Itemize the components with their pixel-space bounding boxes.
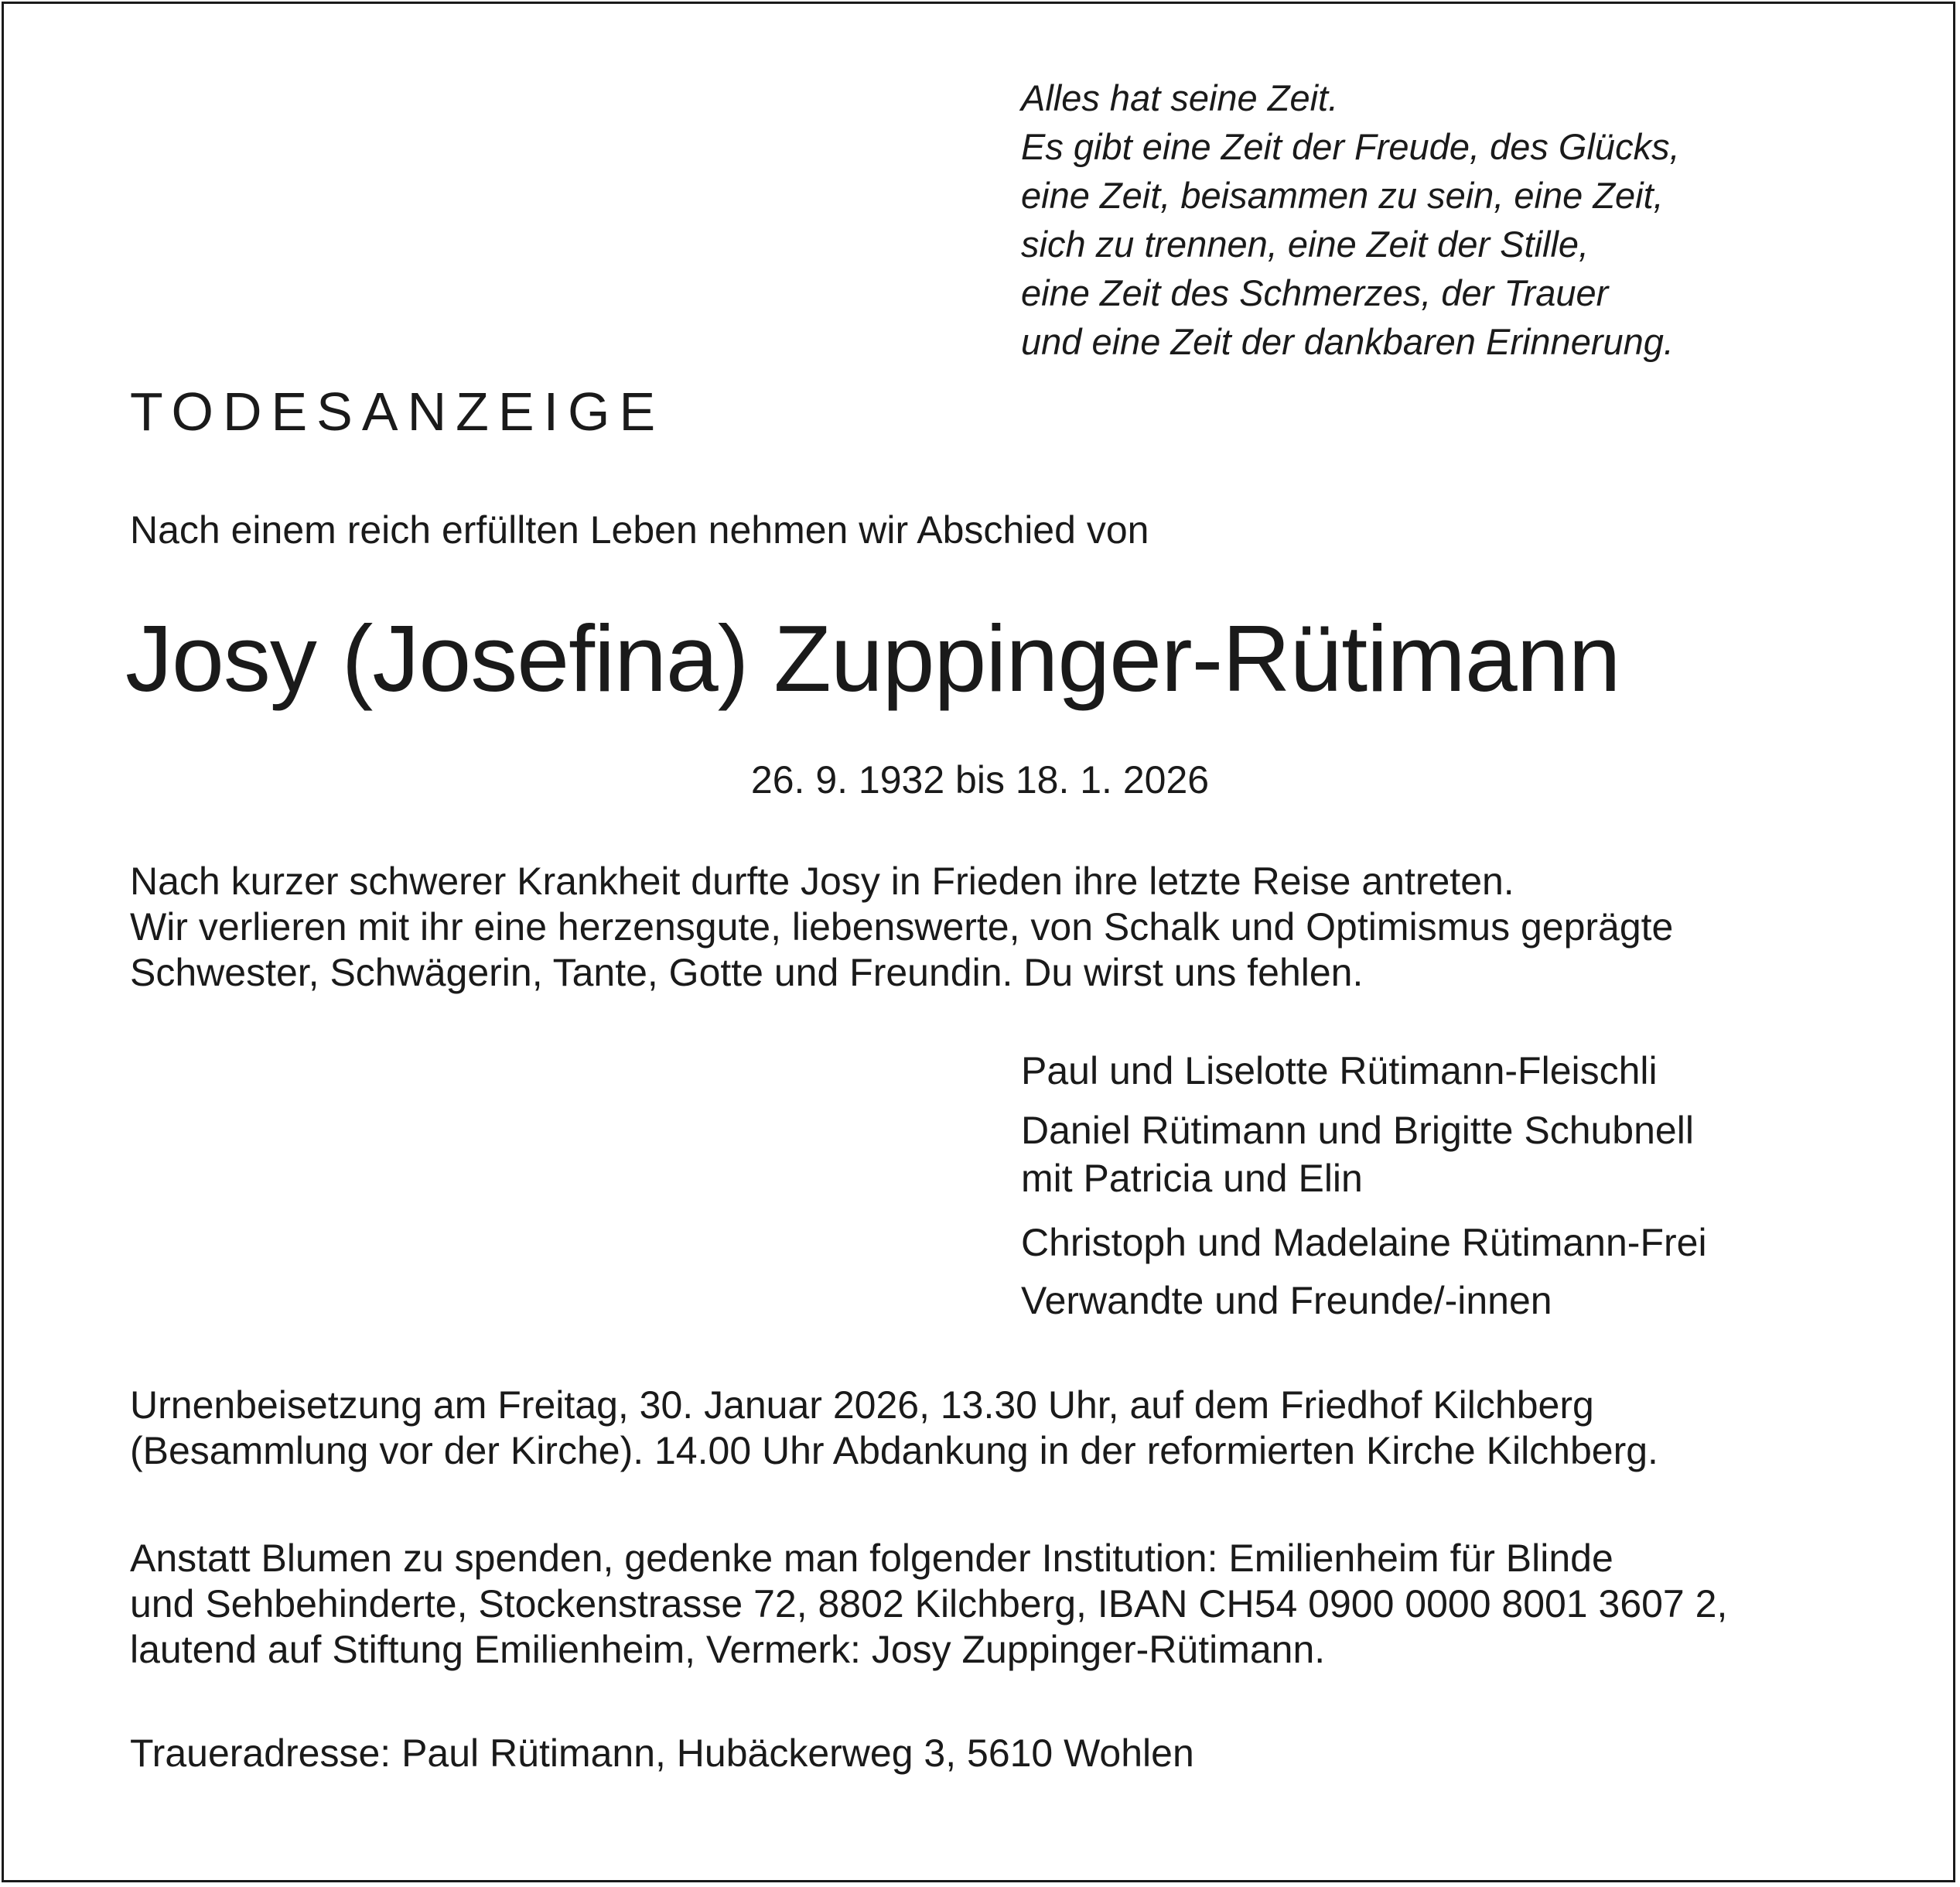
mourner-line: Paul und Liselotte Rütimann-Fleischli bbox=[1021, 1049, 1658, 1092]
mourner-entry bbox=[1021, 1047, 1658, 1095]
message-line: Wir verlieren mit ihr eine herzensgute, liebenswerte, von Schalk und Optimismus geprägte bbox=[130, 905, 1674, 949]
poem-line: Es gibt eine Zeit der Freude, des Glücks, bbox=[1021, 126, 1680, 167]
mourner-line: Daniel Rütimann und Brigitte Schubnell bbox=[1021, 1109, 1694, 1152]
poem-line: eine Zeit des Schmerzes, der Trauer bbox=[1021, 272, 1609, 313]
donation-line: Anstatt Blumen zu spenden, gedenke man folgender Institution: Emilienheim für Blinde bbox=[130, 1537, 1613, 1580]
mourner-entry bbox=[1021, 1106, 1694, 1202]
poem-line: sich zu trennen, eine Zeit der Stille, bbox=[1021, 224, 1590, 265]
mourning-address: Traueradresse: Paul Rütimann, Hubäckerweg 3, 5610 Wohlen bbox=[130, 1731, 1194, 1775]
poem bbox=[1021, 73, 1680, 366]
mourner-line: Verwandte und Freunde/-innen bbox=[1021, 1279, 1552, 1322]
ceremony-line: (Besammlung vor der Kirche). 14.00 Uhr Abdankung in der reformierten Kirche Kilchberg. bbox=[130, 1429, 1658, 1472]
mourner-line: Christoph und Madelaine Rütimann-Frei bbox=[1021, 1221, 1707, 1264]
poem-line: eine Zeit, beisammen zu sein, eine Zeit, bbox=[1021, 175, 1664, 216]
ceremony-line: Urnenbeisetzung am Freitag, 30. Januar 2026, 13.30 Uhr, auf dem Friedhof Kilchberg bbox=[130, 1383, 1594, 1427]
poem-line: Alles hat seine Zeit. bbox=[1021, 77, 1339, 118]
notice-heading: TODESANZEIGE bbox=[130, 381, 665, 442]
message-paragraph bbox=[130, 859, 1673, 996]
life-dates: 26. 9. 1932 bis 18. 1. 2026 bbox=[750, 758, 1210, 802]
mourner-entry bbox=[1021, 1219, 1707, 1267]
mourner-entry bbox=[1021, 1277, 1552, 1325]
donation-paragraph bbox=[130, 1536, 1727, 1673]
deceased-name: Josy (Josefina) Zuppinger-Rütimann bbox=[125, 606, 1620, 711]
donation-line: und Sehbehinderte, Stockenstrasse 72, 8802 Kilchberg, IBAN CH54 0900 0000 8001 3607 2, bbox=[130, 1582, 1728, 1625]
poem-line: und eine Zeit der dankbaren Erinnerung. bbox=[1021, 321, 1674, 362]
mourner-line: mit Patricia und Elin bbox=[1021, 1157, 1363, 1200]
message-line: Schwester, Schwägerin, Tante, Gotte und Freundin. Du wirst uns fehlen. bbox=[130, 951, 1364, 994]
ceremony-paragraph bbox=[130, 1383, 1658, 1474]
message-line: Nach kurzer schwerer Krankheit durfte Josy in Frieden ihre letzte Reise antreten. bbox=[130, 860, 1514, 903]
intro-text: Nach einem reich erfüllten Leben nehmen wir Abschied von bbox=[130, 508, 1149, 552]
donation-line: lautend auf Stiftung Emilienheim, Vermerk: Josy Zuppinger-Rütimann. bbox=[130, 1628, 1326, 1671]
